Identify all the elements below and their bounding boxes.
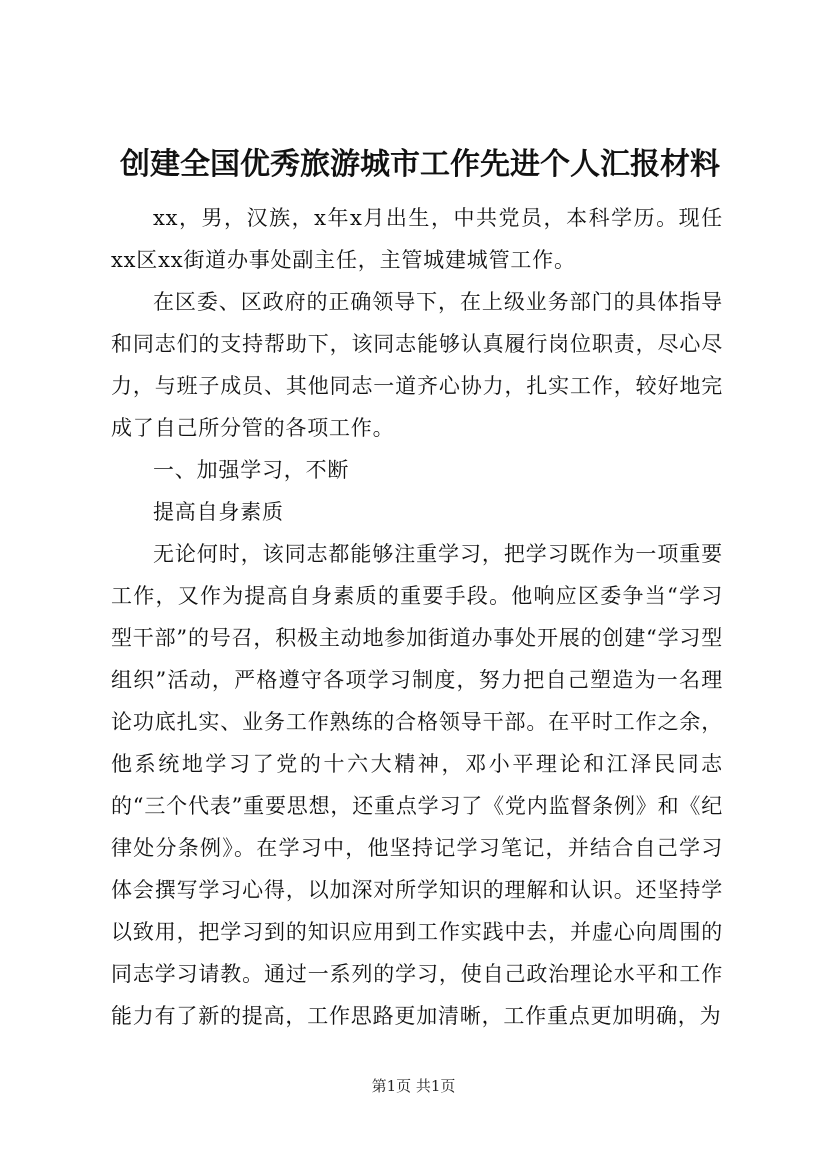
paragraph-study: 无论何时，该同志都能够注重学习，把学习既作为一项重要工作，又作为提高自身素质的重要手段。他响应区委争当“学习型干部”的号召，积极主动地参加街道办事处开展的创建“学习型组织”活动，严格遵守各项学习制度，努力把自己塑造为一名理论功底扎实、业务工作熟练的合格领导干部。在平时工作之余，他系统地学习了党的十六大精神，邓小平理论和江泽民同志的“三个代表”重要思想，还重点学习了《党内监督条例》和《纪律处分条例》。在学习中，他坚持记学习笔记，并结合自己学习体会撰写学习心得，以加深对所学知识的理解和认识。还坚持学以致用，把学习到的知识应用到工作实践中去，并虚心向周围的同志学习请教。通过一系列的学习，使自己政治理论水平和工作能力有了新的提高，工作思路更加清晰，工作重点更加明确，为 bbox=[111, 542, 723, 1028]
section-heading-line2: 提高自身素质 bbox=[153, 500, 284, 524]
page-footer: 第1页 共1页 bbox=[371, 1077, 456, 1095]
paragraph-summary: 在区委、区政府的正确领导下，在上级业务部门的具体指导和同志们的支持帮助下，该同志能够认真履行岗位职责，尽心尽力，与班子成员、其他同志一道齐心协力，扎实工作，较好地完成了自己所分管的各项工作。 bbox=[111, 290, 723, 440]
section-heading-line1: 一、加强学习，不断 bbox=[153, 458, 350, 482]
paragraph-intro: xx，男，汉族，x年x月出生，中共党员，本科学历。现任xx区xx街道办事处副主任，主管城建城管工作。 bbox=[111, 206, 723, 272]
document-body bbox=[111, 197, 723, 1037]
document-title: 创建全国优秀旅游城市工作先进个人汇报材料 bbox=[120, 147, 720, 182]
